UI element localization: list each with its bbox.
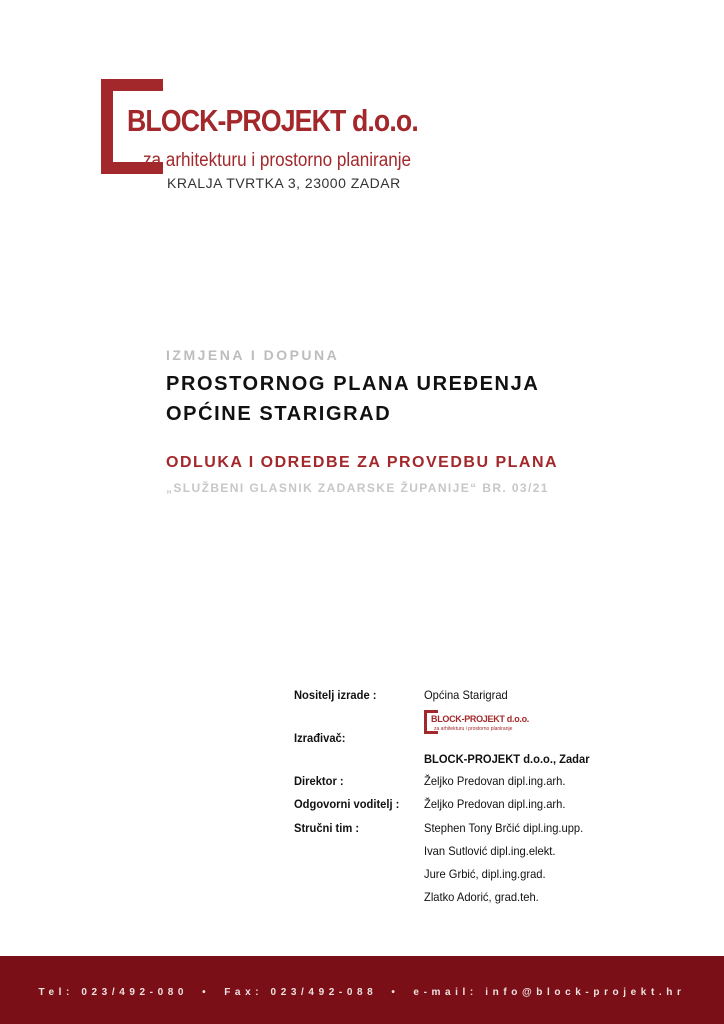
- logo-address: KRALJA TVRTKA 3, 23000 ZADAR: [167, 175, 401, 191]
- footer-fax: Fax: 023/492-088: [224, 987, 378, 998]
- footer-email: e-mail: info@block-projekt.hr: [413, 987, 686, 998]
- gazette-reference: „SLUŽBENI GLASNIK ZADARSKE ŽUPANIJE“ BR. 03/21: [166, 481, 549, 495]
- company-logo: [101, 79, 431, 194]
- document-title-line-2: OPĆINE STARIGRAD: [166, 403, 392, 425]
- direktor-value: Željko Predovan dipl.ing.arh.: [424, 774, 566, 788]
- document-title-line-1: PROSTORNOG PLANA UREĐENJA: [166, 373, 540, 395]
- tim-label: Stručni tim :: [294, 821, 360, 835]
- nositelj-label: Nositelj izrade :: [294, 688, 377, 702]
- document-subtitle: IZMJENA I DOPUNA: [166, 347, 340, 363]
- logo-tagline: za arhitekturu i prostorno planiranje: [143, 150, 412, 171]
- footer-separator: •: [202, 987, 211, 998]
- section-title: ODLUKA I ODREDBE ZA PROVEDBU PLANA: [166, 454, 559, 471]
- nositelj-value: Općina Starigrad: [424, 688, 508, 702]
- tim-member: Zlatko Adorić, grad.teh.: [424, 890, 539, 904]
- izradivac-value: BLOCK-PROJEKT d.o.o., Zadar: [424, 752, 590, 766]
- footer-contact-line: [0, 987, 724, 998]
- tim-member: Ivan Sutlović dipl.ing.elekt.: [424, 844, 556, 858]
- tim-member: Stephen Tony Brčić dipl.ing.upp.: [424, 821, 584, 835]
- tim-member: Jure Grbić, dipl.ing.grad.: [424, 867, 546, 881]
- footer-bar: [0, 956, 724, 1024]
- direktor-label: Direktor :: [294, 774, 344, 788]
- footer-phone: Tel: 023/492-080: [38, 987, 189, 998]
- voditelj-value: Željko Predovan dipl.ing.arh.: [424, 797, 566, 811]
- izradivac-mini-logo: [424, 710, 529, 738]
- voditelj-label: Odgovorni voditelj :: [294, 797, 400, 811]
- mini-logo-tagline: za arhitekturu i prostorno planiranje: [434, 726, 513, 732]
- footer-separator: •: [391, 987, 400, 998]
- izradivac-label: Izrađivač:: [294, 731, 346, 745]
- logo-company-name: BLOCK-PROJEKT d.o.o.: [127, 103, 418, 138]
- mini-logo-bracket: [424, 710, 438, 734]
- mini-logo-name: BLOCK-PROJEKT d.o.o.: [431, 714, 529, 724]
